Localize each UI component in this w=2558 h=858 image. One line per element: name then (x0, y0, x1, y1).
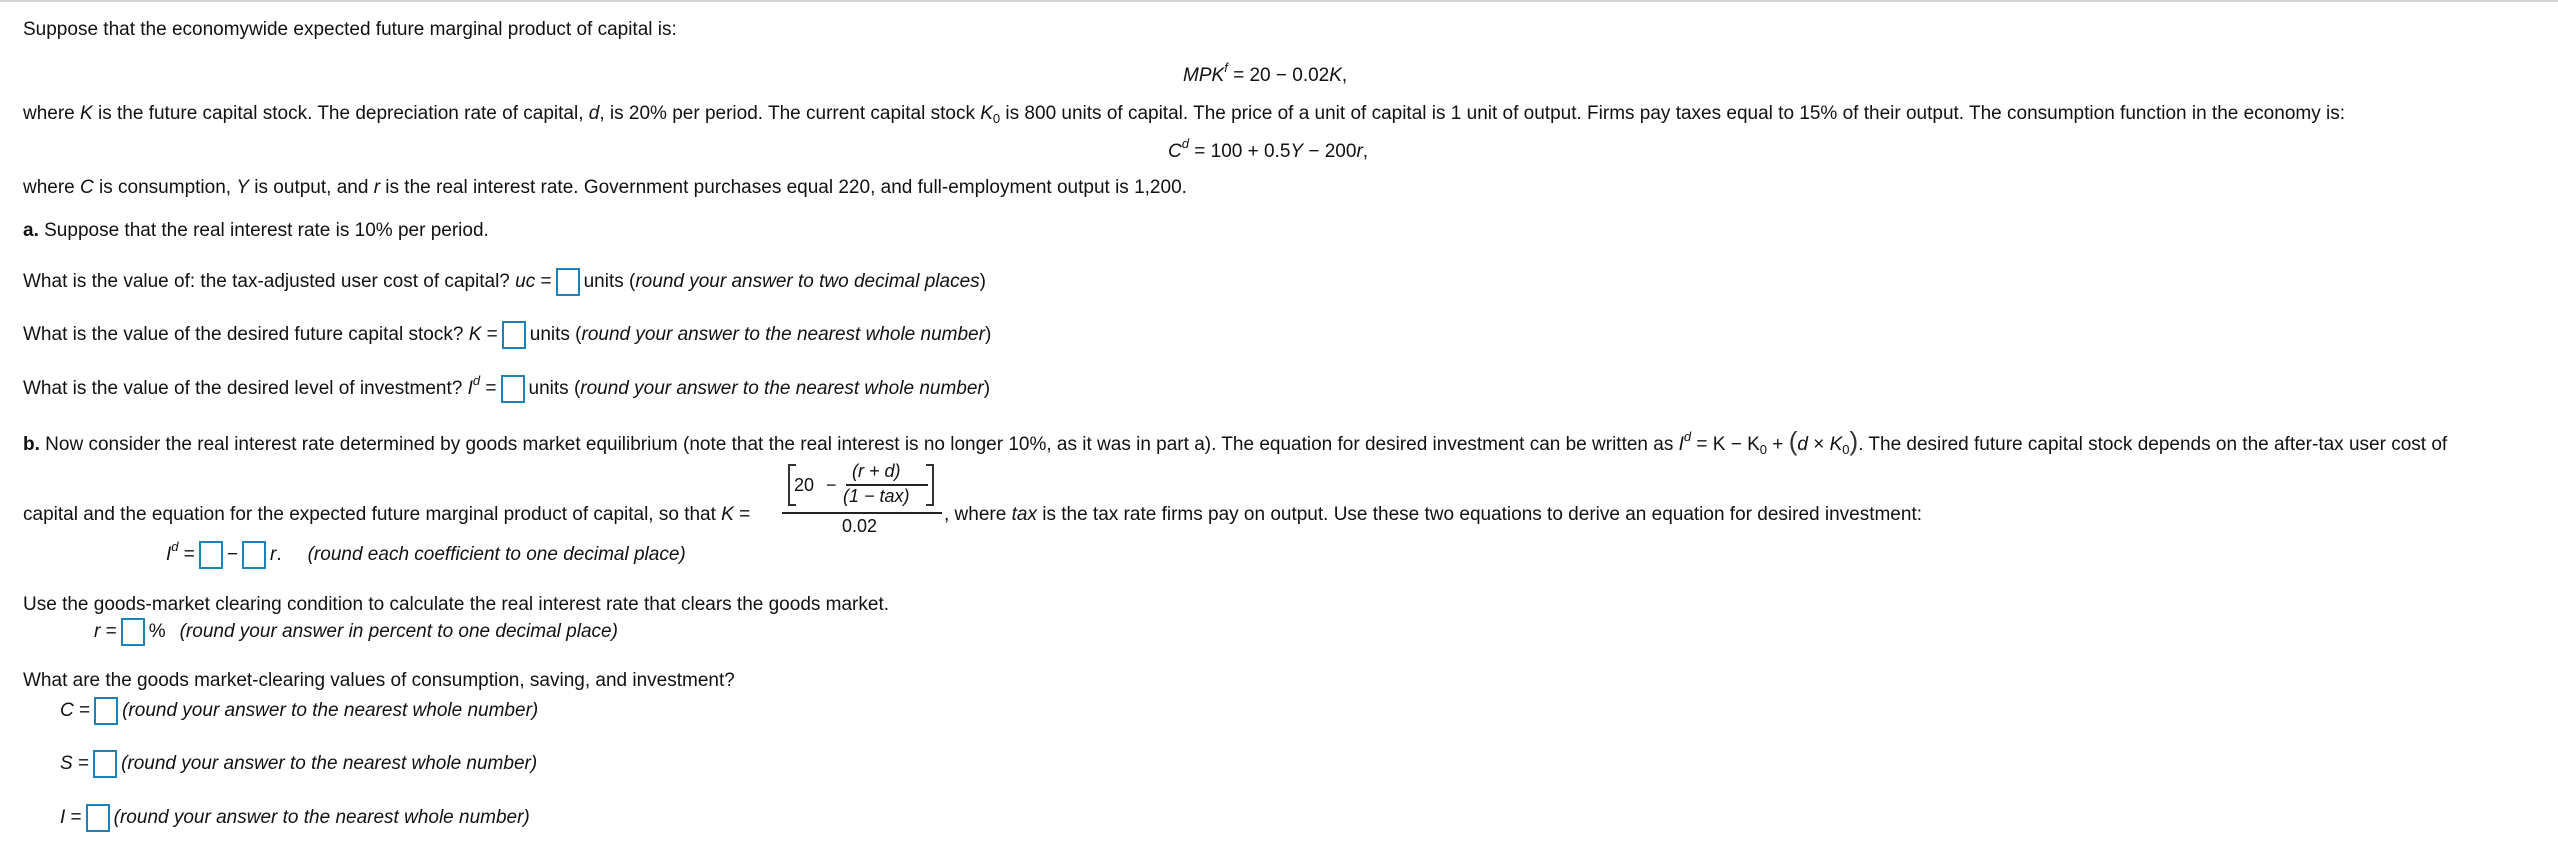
saving-input[interactable] (93, 750, 117, 778)
intro-line-2: where K is the future capital stock. The depreciation rate of capital, d, is 20% per period. The current capital stock $K_0$ is 800 units of capital. The price of a unit of capital is 1 unit of output. Firms pay taxes equal to 15% of their output. The consumption function in the economy is: (23, 103, 2345, 126)
k-fraction (780, 462, 940, 542)
slope-input[interactable] (242, 541, 266, 569)
investment-clearing-input[interactable] (86, 804, 110, 832)
k-answer-input[interactable] (502, 321, 526, 349)
fraction-twenty: 20 (794, 475, 815, 495)
fraction-denominator: 0.02 (842, 516, 878, 536)
goods-market-question: Use the goods-market clearing condition to calculate the real interest rate that clears the goods market. (23, 594, 890, 615)
part-a-question-1: What is the value of: the tax-adjusted user cost of capital? uc = units (round your answer to two decimal places) (23, 267, 986, 297)
fraction-minus: − (826, 475, 837, 495)
fraction-inner-denominator: (1 − tax) (843, 486, 910, 506)
consumption-line: C = (round your answer to the nearest whole number) (60, 696, 538, 726)
mpk-equation: $MPK^f = 20 - 0.02K$, (1183, 60, 1348, 86)
uc-answer-input[interactable] (556, 268, 580, 296)
part-b-line-2-left: capital and the equation for the expected future marginal product of capital, so that K = (23, 504, 751, 525)
consumption-equation: $C^d = 100 + 0.5Y - 200r$, (1168, 136, 1369, 162)
part-a-question-3: What is the value of the desired level of investment? $I^d$ = units (round your answer to the nearest whole number) (23, 374, 990, 404)
r-answer-input[interactable] (121, 618, 145, 646)
investment-line: I = (round your answer to the nearest whole number) (60, 803, 530, 833)
intercept-input[interactable] (199, 541, 223, 569)
investment-derivation: $I^d$ = − r. (round each coefficient to one decimal place) (166, 540, 686, 570)
interest-rate-line: r = % (round your answer in percent to one decimal place) (94, 617, 618, 647)
saving-line: S = (round your answer to the nearest whole number) (60, 749, 537, 779)
market-values-question: What are the goods market-clearing values of consumption, saving, and investment? (23, 670, 735, 691)
part-a-question-2: What is the value of the desired future capital stock? K = units (round your answer to the nearest whole number) (23, 320, 991, 350)
fraction-numerator: (r + d) (852, 461, 901, 481)
part-b-line-1: b. Now consider the real interest rate determined by goods market equilibrium (note that the real interest is no longer 10%, as it was in part a). The equation for desired investment can be written as $I^d = K - K_0 + (d \times K_0)$. The desired future capital stock depends on the after-tax user cost of (23, 426, 2448, 457)
part-b-line-2-right: , where tax is the tax rate firms pay on output. Use these two equations to derive an equation for desired investment: (944, 504, 1923, 525)
investment-answer-input[interactable] (501, 375, 525, 403)
intro-line-1: Suppose that the economywide expected future marginal product of capital is: (23, 19, 677, 40)
top-rule (0, 0, 2558, 2)
intro-line-3: where C is consumption, Y is output, and r is the real interest rate. Government purchases equal 220, and full-employment output is 1,200. (23, 177, 1187, 198)
part-a-intro: a. Suppose that the real interest rate is 10% per period. (23, 220, 489, 241)
right-bracket (926, 464, 934, 506)
consumption-input[interactable] (94, 697, 118, 725)
